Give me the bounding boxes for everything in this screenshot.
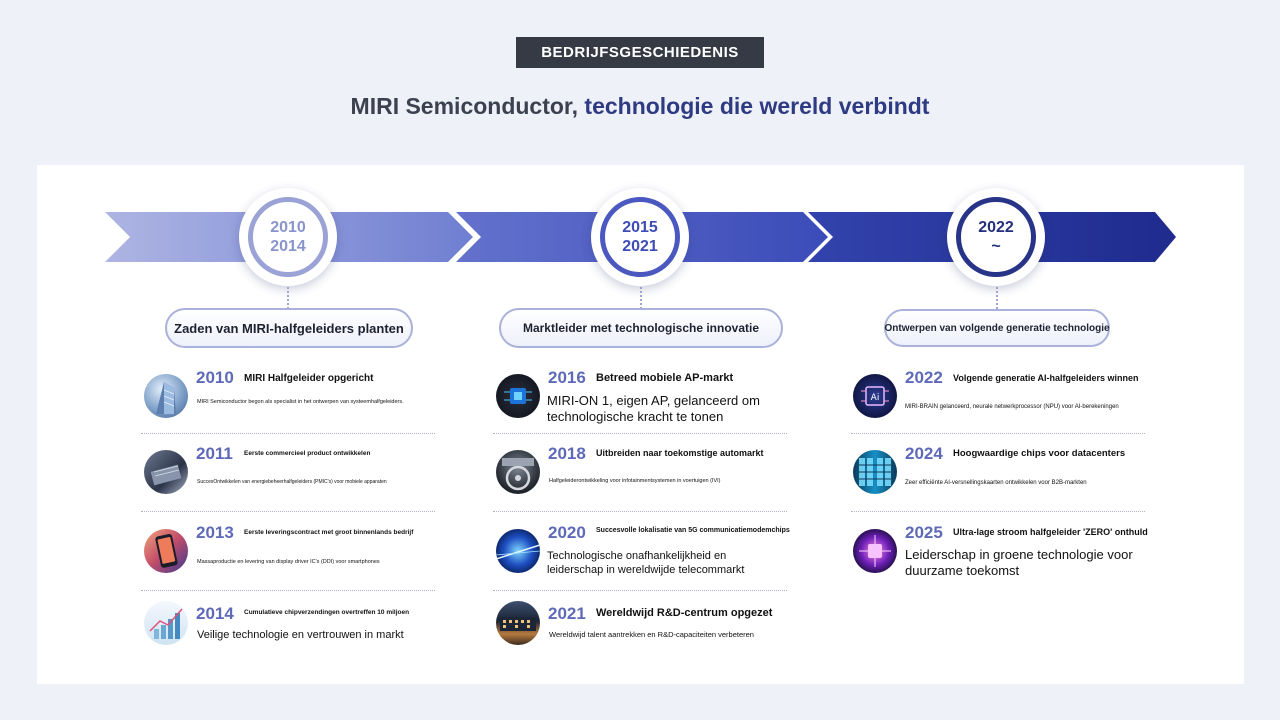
processor-photo (496, 374, 540, 418)
era-connector-2 (640, 287, 642, 309)
growth-chart-photo (144, 601, 188, 645)
milestone-desc: SuccesOntwikkelen van energiebeheerhalfgeleiders (PMIC's) voor mobiele apparaten (197, 479, 387, 485)
divider (493, 433, 787, 434)
growth-chart-icon (144, 601, 188, 645)
circuit-board-photo (144, 450, 188, 494)
milestone-title: Eerste commercieel product ontwikkelen (244, 450, 371, 457)
milestone-year: 2024 (905, 444, 943, 463)
milestone-desc: Veilige technologie en vertrouwen in markt (197, 629, 404, 641)
section-badge: BEDRIJFSGESCHIEDENIS (516, 37, 764, 68)
car-interior-photo (496, 450, 540, 494)
era-start: 2015 (622, 219, 658, 236)
era-end: ~ (991, 238, 1001, 255)
milestone-desc: MIRI-BRAIN gelanceerd, neurale netwerkprocessor (NPU) voor AI-berekeningen (905, 404, 1119, 410)
milestone-title: Hoogwaardige chips voor datacenters (953, 448, 1126, 459)
divider (493, 511, 787, 512)
era-connector-3 (996, 287, 998, 309)
era-start: 2022 (978, 219, 1014, 236)
milestone-year: 2025 (905, 523, 943, 542)
era-marker-2 (591, 188, 689, 286)
milestone-title: Volgende generatie AI-halfgeleiders winnen (953, 373, 1139, 383)
milestone-title: Betreed mobiele AP-markt (596, 372, 734, 384)
milestone-desc: Wereldwijd talent aantrekken en R&D-capaciteiten verbeteren (549, 630, 754, 639)
milestone-title: Uitbreiden naar toekomstige automarkt (596, 448, 764, 458)
divider (141, 511, 435, 512)
milestone-title: MIRI Halfgeleider opgericht (244, 373, 374, 384)
era-caption-3: Ontwerpen van volgende generatie technologie (884, 309, 1110, 347)
server-rack-icon (853, 450, 897, 494)
divider (851, 433, 1145, 434)
era-caption-1: Zaden van MIRI-halfgeleiders planten (165, 308, 413, 348)
era-marker-3 (947, 188, 1045, 286)
building-photo (144, 374, 188, 418)
divider (851, 511, 1145, 512)
milestone-year: 2022 (905, 368, 943, 387)
milestone-desc: Halfgeleiderontwikkeling voor infotainmentsystemen in voertuigen (IVI) (549, 478, 721, 484)
era-end: 2014 (270, 238, 306, 255)
office-building-icon (496, 601, 540, 645)
milestone-title: Wereldwijd R&D-centrum opgezet (596, 607, 773, 619)
ai-chip-photo (853, 374, 897, 418)
milestone-title: Cumulatieve chipverzendingen overtreffen 10 miljoen (244, 609, 410, 616)
signal-beam-icon (496, 529, 540, 573)
hand-chip-icon (144, 450, 188, 494)
milestone-year: 2018 (548, 444, 586, 463)
milestone-year: 2021 (548, 604, 586, 623)
title-company: MIRI Semiconductor, (350, 93, 579, 119)
milestone-year: 2010 (196, 368, 234, 387)
smartphone-icon (144, 529, 188, 573)
building-icon (144, 374, 188, 418)
svg-text:Ai: Ai (870, 393, 880, 403)
glowing-chip-photo (853, 529, 897, 573)
divider (141, 590, 435, 591)
era-marker-1 (239, 188, 337, 286)
milestone-title: Succesvolle lokalisatie van 5G communicatiemodemchips (596, 527, 790, 534)
network-light-photo (496, 529, 540, 573)
chip-icon (496, 374, 540, 418)
page-title (0, 93, 1280, 120)
milestone-year: 2020 (548, 523, 586, 542)
era-start: 2010 (270, 219, 306, 236)
milestone-year: 2016 (548, 368, 586, 387)
milestone-desc: Technologische onafhankelijkheid en leiderschap in wereldwijde telecommarkt (547, 550, 745, 576)
datacenter-photo (853, 450, 897, 494)
milestone-desc: Massaproductie en levering van display driver IC's (DDI) voor smartphones (197, 559, 380, 565)
milestone-desc: Leiderschap in groene technologie voor duurzame toekomst (905, 547, 1133, 578)
milestone-year: 2011 (196, 444, 233, 463)
rd-center-photo (496, 601, 540, 645)
milestone-title: Eerste leveringscontract met groot binnenlands bedrijf (244, 529, 414, 536)
ai-chip-icon (853, 374, 897, 418)
milestone-year: 2013 (196, 523, 234, 542)
divider (493, 590, 787, 591)
smartphone-photo (144, 529, 188, 573)
divider (141, 433, 435, 434)
milestone-title: Ultra-lage stroom halfgeleider 'ZERO' onthuld (953, 527, 1148, 537)
milestone-year: 2014 (196, 604, 234, 623)
era-end: 2021 (622, 238, 658, 255)
era-caption-2: Marktleider met technologische innovatie (499, 308, 783, 348)
glowing-chip-icon (853, 529, 897, 573)
milestone-desc: MIRI Semiconductor begon als specialist in het ontwerpen van systeemhalfgeleiders. (197, 399, 404, 405)
milestone-desc: Zeer efficiënte AI-versnellingskaarten ontwikkelen voor B2B-markten (905, 480, 1087, 486)
steering-wheel-icon (496, 450, 540, 494)
title-tagline: technologie die wereld verbindt (584, 93, 930, 119)
era-connector-1 (287, 287, 289, 309)
milestone-desc: MIRI-ON 1, eigen AP, gelanceerd om technologische kracht te tonen (547, 393, 760, 424)
